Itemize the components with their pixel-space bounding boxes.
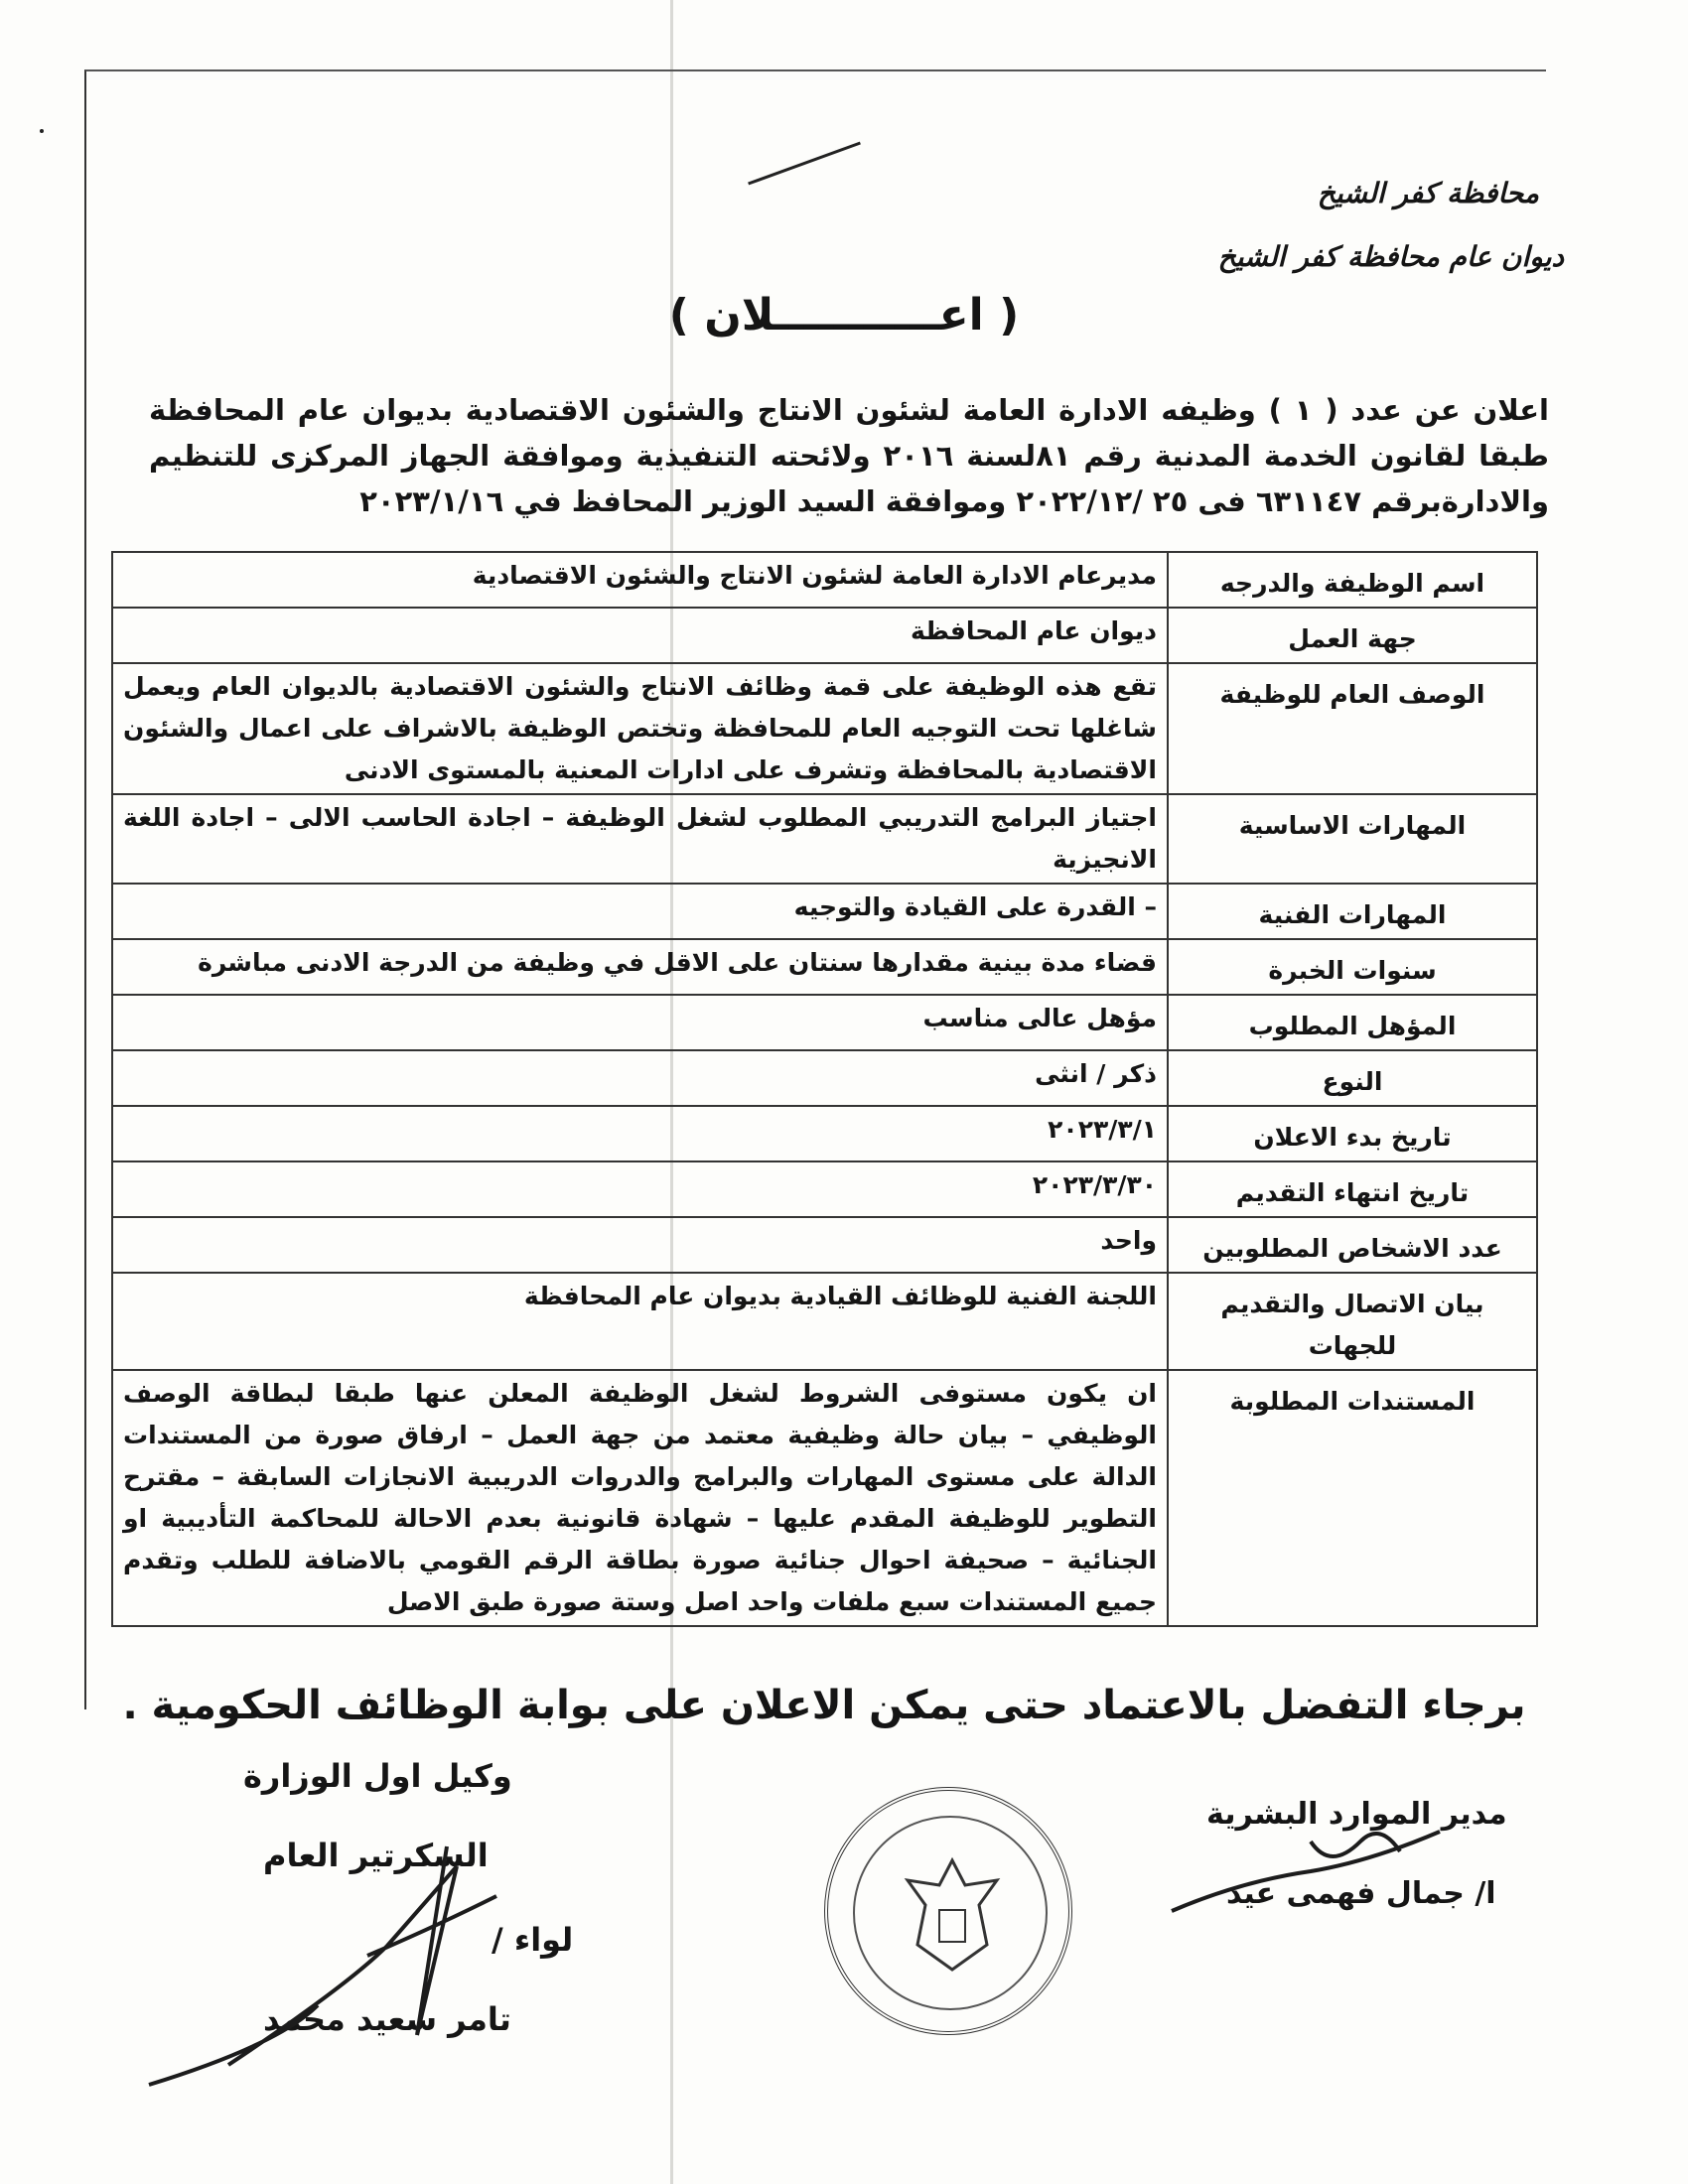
approval-request-note: برجاء التفضل بالاعتماد حتى يمكن الاعلان على بوابة الوظائف الحكومية .: [122, 1683, 1526, 1728]
table-cell-label: المؤهل المطلوب: [1168, 995, 1537, 1050]
eagle-emblem-icon: [888, 1850, 1017, 1979]
table-cell-label: بيان الاتصال والتقديم للجهات: [1168, 1273, 1537, 1370]
table-row: [112, 1273, 1537, 1370]
table-row: [112, 1050, 1537, 1106]
table-cell-label: عدد الاشخاص المطلوبين: [1168, 1217, 1537, 1273]
table-row: [112, 1161, 1537, 1217]
table-row: [112, 552, 1537, 608]
table-cell-value: تقع هذه الوظيفة على قمة وظائف الانتاج والشئون الاقتصادية بالديوان العام ويعمل شاغلها تحت التوجيه العام للمحافظة وتختص الوظيفة بالاشراف على اعمال والشئون الاقتصادية بالمحافظة وتشرف على ادارات المعنية بالمستوى الادنى: [112, 663, 1168, 794]
table-row: [112, 884, 1537, 939]
table-cell-value: ذكر / انثى: [112, 1050, 1168, 1106]
table-cell-value: اجتياز البرامج التدريبي المطلوب لشغل الوظيفة – اجادة الحاسب الالى – اجادة اللغة الانجيزية: [112, 794, 1168, 884]
announcement-title: ( اعـــــــــــلان ): [668, 290, 1020, 341]
table-cell-value: مؤهل عالى مناسب: [112, 995, 1168, 1050]
table-row: [112, 794, 1537, 884]
handwritten-signature-left: [119, 1807, 536, 2105]
table-row: [112, 608, 1537, 663]
table-cell-value: واحد: [112, 1217, 1168, 1273]
signature-left-name: تامر سعيد محمد: [263, 2000, 511, 2038]
table-cell-label: اسم الوظيفة والدرجه: [1168, 552, 1537, 608]
table-cell-value: – القدرة على القيادة والتوجيه: [112, 884, 1168, 939]
table-cell-label: تاريخ بدء الاعلان: [1168, 1106, 1537, 1161]
official-seal: [824, 1787, 1072, 2035]
table-cell-value: قضاء مدة بينية مقدارها سنتان على الاقل في وظيفة من الدرجة الادنى مباشرة: [112, 939, 1168, 995]
signature-left-rank: لواء /: [492, 1921, 574, 1959]
table-row: [112, 1217, 1537, 1273]
table-row: [112, 939, 1537, 995]
table-cell-value: ان يكون مستوفى الشروط لشغل الوظيفة المعلن عنها طبقا لبطاقة الوصف الوظيفي – بيان حالة وظيفية معتمد من جهة العمل – ارفاق صورة من المستندات الدالة على مستوى المهارات والبرامج والدروات الدريبية الانجازات السابقة – مقترح التطوير للوظيفة المقدم عليها – شهادة قانونية بعدم الاحالة للمحاكمة التأديبية او الجنائية – صحيفة احوال جنائية صورة بطاقة الرقم القومي بالاضافة للطلب وتقدم جميع المستندات سبع ملفات واحد اصل وستة صورة طبق الاصل: [112, 1370, 1168, 1626]
table-cell-label: تاريخ انتهاء التقديم: [1168, 1161, 1537, 1217]
table-cell-label: المهارات الفنية: [1168, 884, 1537, 939]
governorate-name: محافظة كفر الشيخ: [1317, 177, 1539, 209]
table-cell-value: ٢٠٢٣/٣/٣٠: [112, 1161, 1168, 1217]
table-cell-label: المستندات المطلوبة: [1168, 1370, 1537, 1626]
table-cell-label: المهارات الاساسية: [1168, 794, 1537, 884]
table-row: [112, 1370, 1537, 1626]
table-cell-value: ديوان عام المحافظة: [112, 608, 1168, 663]
signature-right-name: ا/ جمال فهمى عيد: [1226, 1876, 1496, 1911]
table-row: [112, 1106, 1537, 1161]
signature-left-title: وكيل اول الوزارة: [243, 1757, 512, 1795]
signature-right-title: مدير الموارد البشرية: [1206, 1797, 1507, 1832]
table-row: [112, 995, 1537, 1050]
table-cell-label: سنوات الخبرة: [1168, 939, 1537, 995]
corner-dot-mark: [40, 129, 44, 133]
table-cell-label: الوصف العام للوظيفة: [1168, 663, 1537, 794]
table-row: [112, 663, 1537, 794]
announcement-intro: اعلان عن عدد ( ١ ) وظيفه الادارة العامة لشئون الانتاج والشئون الاقتصادية بديوان عام المحافظة طبقا لقانون الخدمة المدنية رقم ٨١لسنة ٢٠١٦ ولائحته التنفيذية وموافقة الجهاز المركزى للتنظيم والادارةبرقم ٦٣١١٤٧ فى ٢٥ /٢٠٢٢/١٢ وموافقة السيد الوزير المحافظ في ٢٠٢٣/١/١٦: [149, 393, 1550, 518]
table-cell-value: اللجنة الفنية للوظائف القيادية بديوان عام المحافظة: [112, 1273, 1168, 1370]
handwritten-signature-right: [1162, 1802, 1460, 1931]
office-name: ديوان عام محافظة كفر الشيخ: [1217, 240, 1564, 273]
table-cell-label: جهة العمل: [1168, 608, 1537, 663]
signature-left-position: السكرتير العام: [263, 1837, 489, 1874]
job-details-table: [111, 551, 1538, 1627]
table-cell-value: مديرعام الادارة العامة لشئون الانتاج والشئون الاقتصادية: [112, 552, 1168, 608]
table-cell-label: النوع: [1168, 1050, 1537, 1106]
table-cell-value: ٢٠٢٣/٣/١: [112, 1106, 1168, 1161]
